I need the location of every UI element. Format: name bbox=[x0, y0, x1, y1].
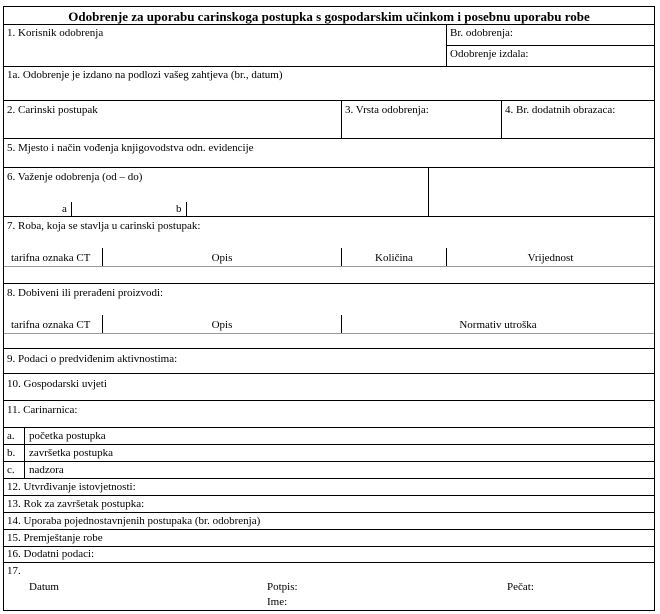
f8-col-tariff: tarifna oznaka CT bbox=[11, 319, 91, 331]
field-3-label: 3. Vrsta odobrenja: bbox=[345, 104, 429, 116]
field-10-label: 10. Gospodarski uvjeti bbox=[7, 378, 107, 390]
divider bbox=[4, 348, 654, 349]
divider bbox=[446, 45, 654, 46]
date-label: Datum bbox=[29, 581, 59, 593]
divider bbox=[4, 478, 654, 479]
f8-col-description: Opis bbox=[211, 319, 233, 331]
field-12-label: 12. Utvrđivanje istovjetnosti: bbox=[7, 481, 136, 493]
field-11-label: 11. Carinarnica: bbox=[7, 404, 78, 416]
divider bbox=[4, 138, 654, 139]
f7-col-tariff: tarifna oznaka CT bbox=[11, 252, 91, 264]
divider bbox=[4, 444, 654, 445]
divider bbox=[4, 333, 654, 334]
divider bbox=[4, 373, 654, 374]
field-2-label: 2. Carinski postupak bbox=[7, 104, 98, 116]
divider bbox=[428, 167, 429, 216]
f7-col-description: Opis bbox=[211, 252, 233, 264]
field-7-label: 7. Roba, koja se stavlja u carinski postupak: bbox=[7, 220, 201, 232]
divider bbox=[446, 24, 447, 66]
field-16-label: 16. Dodatni podaci: bbox=[7, 548, 95, 560]
divider bbox=[4, 66, 654, 67]
f8-col-consumption-norm: Normativ utroška bbox=[459, 319, 537, 331]
divider bbox=[4, 427, 654, 428]
divider bbox=[71, 202, 72, 216]
issued-by-label: Odobrenje izdala: bbox=[450, 48, 529, 60]
divider bbox=[4, 461, 654, 462]
field-14-label: 14. Uporaba pojednostavnjenih postupaka (br. odobrenja) bbox=[7, 515, 261, 527]
field-1a-label: 1a. Odobrenje je izdano na podlozi vašeg zahtjeva (br., datum) bbox=[7, 69, 283, 81]
field-13-label: 13. Rok za završetak postupka: bbox=[7, 498, 145, 510]
f11-row-label: početka postupka bbox=[29, 430, 106, 442]
f11-row-letter: c. bbox=[7, 464, 15, 476]
divider bbox=[4, 562, 654, 563]
f11-row-label: nadzora bbox=[29, 464, 64, 476]
divider bbox=[4, 216, 654, 217]
divider bbox=[4, 495, 654, 496]
field-6b-label: b bbox=[176, 203, 182, 215]
divider bbox=[4, 283, 654, 284]
divider bbox=[4, 512, 654, 513]
f7-col-quantity: Količina bbox=[375, 252, 413, 264]
field-1-label: 1. Korisnik odobrenja bbox=[7, 27, 104, 39]
approval-number-label: Br. odobrenja: bbox=[450, 27, 513, 39]
f11-row-label: završetka postupka bbox=[29, 447, 113, 459]
divider bbox=[4, 546, 654, 547]
divider bbox=[4, 400, 654, 401]
divider bbox=[341, 100, 342, 138]
signature-label: Potpis: bbox=[267, 581, 298, 593]
divider bbox=[24, 427, 25, 478]
divider bbox=[4, 529, 654, 530]
divider bbox=[4, 24, 654, 25]
field-4-label: 4. Br. dodatnih obrazaca: bbox=[505, 104, 616, 116]
f11-row-letter: b. bbox=[7, 447, 16, 459]
divider bbox=[4, 167, 654, 168]
field-8-label: 8. Dobiveni ili prerađeni proizvodi: bbox=[7, 287, 164, 299]
stamp-label: Pečat: bbox=[507, 581, 534, 593]
field-17-label: 17. bbox=[7, 565, 21, 577]
divider bbox=[4, 100, 654, 101]
divider bbox=[4, 266, 654, 267]
field-9-label: 9. Podaci o predviđenim aktivnostima: bbox=[7, 353, 178, 365]
f11-row-letter: a. bbox=[7, 430, 15, 442]
field-15-label: 15. Premještanje robe bbox=[7, 532, 103, 544]
customs-approval-form bbox=[3, 6, 655, 611]
divider bbox=[186, 202, 187, 216]
field-5-label: 5. Mjesto i način vođenja knjigovodstva odn. evidencije bbox=[7, 142, 254, 154]
name-label: Ime: bbox=[267, 596, 288, 608]
divider bbox=[501, 100, 502, 138]
form-title: Odobrenje za uporabu carinskoga postupka s gospodarskim učinkom i posebnu uporabu robe bbox=[68, 9, 590, 24]
f7-col-value: Vrijednost bbox=[527, 252, 574, 264]
field-6-label: 6. Važenje odobrenja (od – do) bbox=[7, 171, 143, 183]
field-6a-label: a bbox=[62, 203, 67, 215]
